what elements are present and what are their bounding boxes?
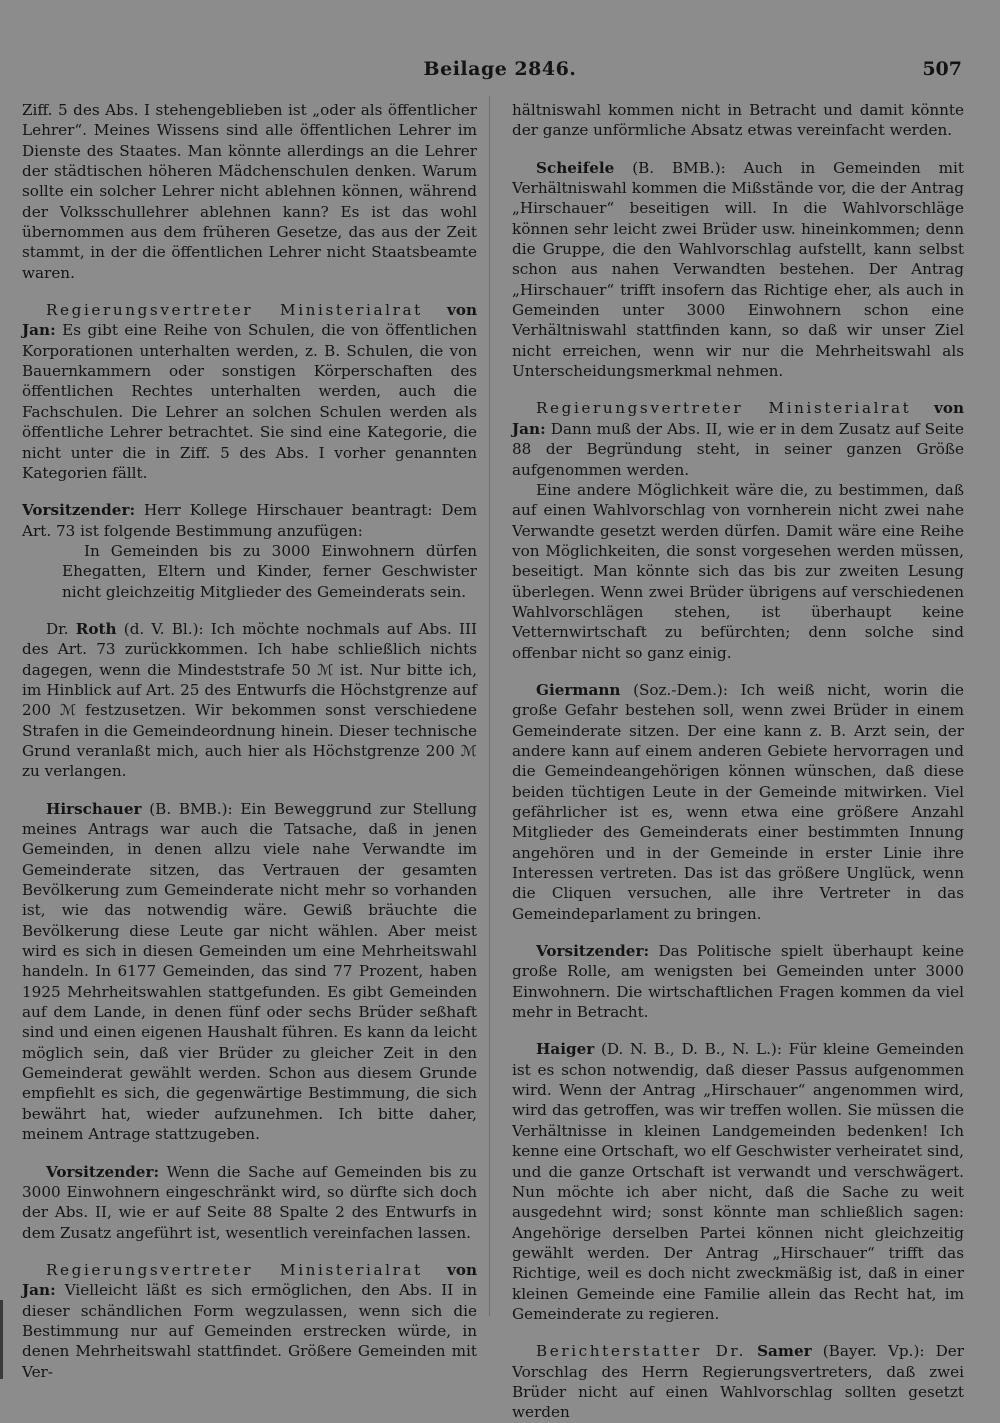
supplement-title: Beilage 2846. (423, 58, 577, 80)
speaker-role: Regierungsvertreter Ministerialrat (46, 1260, 423, 1279)
speech-text: Es gibt eine Reihe von Schulen, die von öffentlichen Korporationen unterhalten werden, z. B. Schulen, die von Bauernkammern oder sonstigen Körperschaften des öffentlichen Rechtes unterhalten werden, auch die Fachschulen. Die Lehrer an solchen Schulen werden als öffentliche Lehrer betrachtet. Sie sind eine Kategorie, die nicht unter die in Ziff. 5 des Abs. I vorher genannten Kategorien fällt. (22, 321, 477, 482)
page-edge-mark (0, 1300, 3, 1379)
speaker-name: Roth (75, 619, 117, 638)
speaker-name: Vorsitzender: (46, 1162, 160, 1181)
speech-text: Das Politische spielt überhaupt keine große Rolle, am wenigsten bei Gemeinden unter 3000 Einwohnern. Die wirtschaftlichen Fragen kommen da viel mehr in Betracht. (512, 942, 964, 1022)
speaker-name: Hirschauer (46, 799, 142, 818)
speech-text: (B. BMB.): Ein Beweggrund zur Stellung meines Antrags war auch die Tatsache, daß in jenen Gemeinden, in denen allzu viele nahe Verwandte im Gemeinderate sitzen, das Vertrauen der gesamten Bevölkerung zum Gemeinderate nicht mehr so vorhanden ist, wie das notwendig wäre. Gewiß bräuchte die Bevölkerung diese Leute gar nicht wählen. Aber meist wird es sich in diesen Gemeinden um eine Mehrheitswahl handeln. In 6177 Gemeinden, das sind 77 Prozent, haben 1925 Mehrheitswahlen stattgefunden. Es gibt Gemeinden auf dem Lande, in denen fünf oder sechs Brüder seßhaft sind und einen eigenen Haushalt führen. Es kann da leicht möglich sein, daß vier Brüder zu gleicher Zeit in den Gemeinderat gewählt werden. Schon aus diesem Grunde empfiehlt es sich, die gegenwärtige Bestimmung, die sich bewährt hat, wieder aufzunehmen. Ich bitte daher, meinem Antrage stattzugeben. (22, 799, 477, 1144)
paragraph (512, 1341, 964, 1422)
speaker-name: Scheifele (536, 158, 615, 177)
paragraph: Eine andere Möglichkeit wäre die, zu bestimmen, daß auf einen Wahlvorschlag von vornherein nicht zwei nahe Verwandte gesetzt werden dürfen. Damit wäre eine Reihe von Möglichkeiten, die sonst vorgesehen werden müssen, beseitigt. Man könnte sich das bis zur zweiten Lesung überlegen. Wenn zwei Brüder übrigens auf verschiedenen Wahlvorschlägen stehen, ist überhaupt keine Vetternwirtschaft zu befürchten; denn solche sind offenbar nicht so ganz einig. (512, 480, 964, 662)
paragraph (512, 680, 964, 924)
paragraph (22, 1162, 477, 1243)
paragraph (512, 398, 964, 479)
page-number: 507 (922, 58, 962, 80)
paragraph (22, 500, 477, 541)
paragraph (22, 1260, 477, 1382)
paragraph: hältniswahl kommen nicht in Betracht und damit könnte der ganze unförmliche Absatz etwas vereinfacht werden. (512, 101, 964, 140)
speech-text: Wenn die Sache auf Gemeinden bis zu 3000 Einwohnern eingeschränkt wird, so dürfte sich doch der Abs. II, wie er auf Seite 88 Spalte 2 des Entwurfs in dem Zusatz angeführt ist, wesentlich vereinfachen lassen. (22, 1162, 477, 1242)
paragraph (512, 941, 964, 1022)
speaker-name: Giermann (536, 680, 621, 699)
speaker-name: Haiger (536, 1040, 595, 1059)
right-column (512, 100, 964, 1423)
speaker-prefix: Dr. (46, 619, 76, 638)
speaker-role: Regierungsvertreter Ministerialrat (536, 399, 912, 418)
speech-text: (D. N. B., D. B., N. L.): Für kleine Gemeinden ist es schon notwendig, daß dieser Passus aufgenommen wird. Wenn der Antrag „Hirschauer“ angenommen wird, wird das getroffen, was wir treffen wollen. Sie müssen die Verhältnisse in kleinen Landgemeinden bedenken! Ich kenne eine Ortschaft, wo elf Geschwister verheiratet sind, und die ganze Ortschaft ist verwandt und verschwägert. Nun möchte ich aber nicht, daß die Sache zu weit ausgedehnt wird; sonst könnte man schließlich sagen: Angehörige derselben Partei können nicht gleichzeitig gewählt werden. Der Antrag „Hirschauer“ trifft das Richtige, weil es doch nicht zweckmäßig ist, daß in einer kleinen Gemeinde eine Familie allein das Recht hat, im Gemeinderate zu regieren. (512, 1040, 964, 1323)
speech-text: (d. V. Bl.): Ich möchte nochmals auf Abs. III des Art. 73 zurückkommen. Ich habe schließlich nichts dagegen, wenn die Mindeststrafe 50 ℳ ist. Nur bitte ich, im Hinblick auf Art. 25 des Entwurfs die Höchstgrenze auf 200 ℳ festzusetzen. Wir bekommen sonst verschiedene Strafen in die Gemeindeordnung hinein. Dieser technische Grund veranlaßt mich, auch hier als Höchstgrenze 200 ℳ zu verlangen. (22, 619, 477, 781)
speaker-name: von Jan: (22, 301, 478, 340)
paragraph (22, 619, 477, 782)
speaker-name: Vorsitzender: (22, 501, 136, 520)
column-divider (489, 96, 490, 1316)
paragraph: Ziff. 5 des Abs. I stehengeblieben ist „oder als öffentlicher Lehrer“. Meines Wissens sind alle öffentlichen Lehrer im Dienste des Staates. Man könnte allerdings an die Lehrer der städtischen höheren Mädchenschulen denken. Warum sollte ein solcher Lehrer nicht ablehnen können, während der Volksschullehrer ablehnen kann? Es ist das wohl übernommen aus dem früheren Gesetze, das aus der Zeit stammt, in der die öffentlichen Lehrer nicht Staatsbeamte waren. (22, 101, 477, 282)
paragraph (22, 799, 477, 1145)
speech-text: (Bayer. Vp.): Der Vorschlag des Herrn Regierungsvertreters, daß zwei Brüder nicht auf einen Wahlvorschlag sollten gesetzt werden (512, 1342, 965, 1422)
left-column (22, 100, 477, 1382)
page-header (0, 58, 1000, 88)
speech-text: Vielleicht läßt es sich ermöglichen, den Abs. II in dieser schändlichen Form wegzulassen, wenn sich die Bestimmung nur auf Gemeinden erstrecken würde, in denen Mehrheitswahl stattfindet. Größere Gemeinden mit Ver- (22, 1281, 477, 1381)
speaker-name: Vorsitzender: (536, 942, 650, 961)
speech-text: (Soz.-Dem.): Ich weiß nicht, worin die große Gefahr bestehen soll, wenn zwei Brüder in einem Gemeinderate sitzen. Der eine kann z. B. Arzt sein, der andere kann auf einem anderen Gebiete hervorragen und die Gemeindeangehörigen können wünschen, daß diese beiden tüchtigen Leute in der Gemeinde mitwirken. Viel gefährlicher ist es, wenn etwa eine größere Anzahl Mitglieder des Gemeinderats einer bestimmten Innung angehören und in der Gemeinde in erster Linie ihre Interessen vertreten. Das ist das größere Unglück, wenn die Cliquen versuchen, alle ihre Vertreter in das Gemeindeparlament zu bringen. (512, 680, 964, 923)
speech-text: (B. BMB.): Auch in Gemeinden mit Verhältniswahl kommen die Mißstände vor, die der Antrag „Hirschauer“ beseitigen will. In die Wahlvorschläge können sehr leicht zwei Brüder usw. hineinkommen; denn die Gruppe, die den Wahlvorschlag aufstellt, kann selbst schon aus nahen Verwandten bestehen. Der Antrag „Hirschauer“ trifft insofern das Richtige eher, als auch in Gemeinden unter 3000 Einwohnern schon eine Verhältniswahl stattfinden kann, so daß wir unser Ziel nicht erreichen, wenn wir nur die Mehrheitswahl als Unterscheidungsmerkmal nehmen. (512, 158, 964, 381)
paragraph (22, 300, 477, 483)
speaker-name: von Jan: (512, 399, 965, 438)
speech-text: Dann muß der Abs. II, wie er in dem Zusatz auf Seite 88 der Begründung steht, in seiner ganzen Größe aufgenommen werden. (512, 419, 964, 479)
paragraph (512, 158, 964, 382)
speaker-role: Regierungsvertreter Ministerialrat (46, 301, 423, 320)
paragraph (512, 1039, 964, 1324)
motion-quote: In Gemeinden bis zu 3000 Einwohnern dürfen Ehegatten, Eltern und Kinder, ferner Geschwister nicht gleichzeitig Mitglieder des Gemeinderats sein. (62, 541, 477, 601)
speech-text: Herr Kollege Hirschauer beantragt: Dem Art. 73 ist folgende Bestimmung anzufügen: (22, 501, 477, 540)
speaker-role: Berichterstatter Dr. (536, 1342, 746, 1361)
speaker-name: von Jan: (22, 1260, 478, 1300)
speaker-name: Samer (757, 1342, 812, 1361)
